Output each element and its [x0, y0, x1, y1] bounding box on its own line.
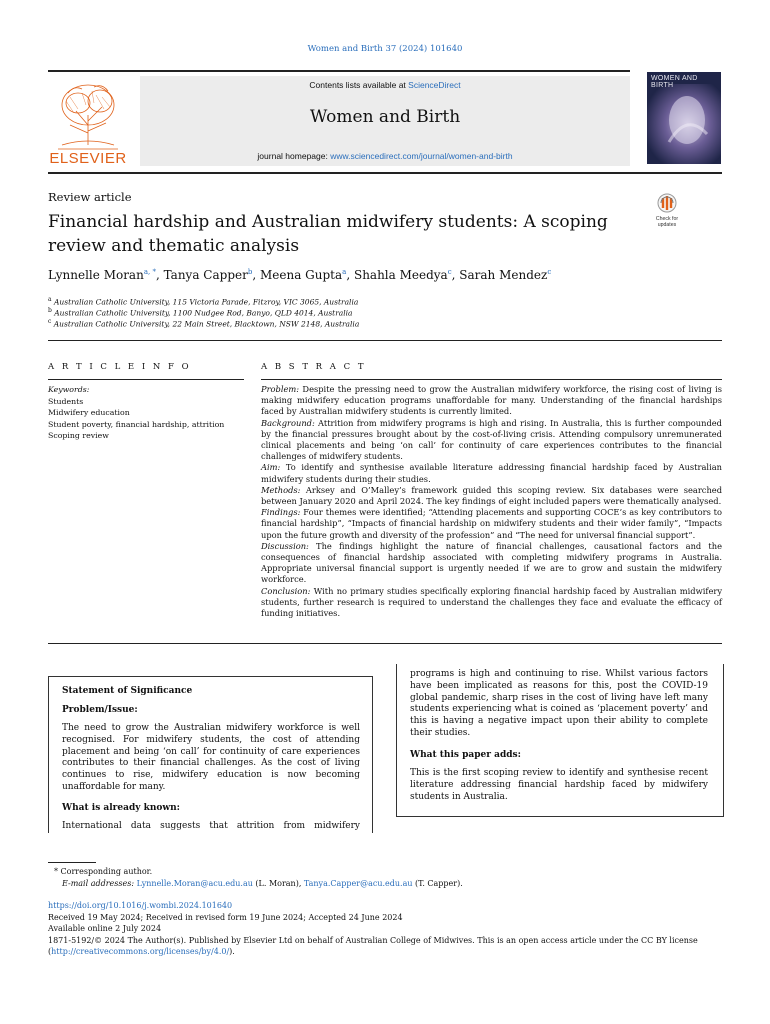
- corresponding-author-note: * Corresponding author.: [54, 867, 153, 876]
- abstract-label: Methods:: [261, 484, 301, 495]
- author-affiliation-mark[interactable]: c: [447, 268, 452, 276]
- problem-heading: Problem/Issue:: [62, 705, 138, 715]
- author-name: Tanya Capper: [163, 268, 248, 282]
- elsevier-wordmark[interactable]: ELSEVIER: [49, 150, 127, 167]
- publication-info: [48, 900, 722, 958]
- abstract-text: The findings highlight the nature of financial challenges, causational factors and the consequences of financial hardship associated with completing midwifery programs in Australia. Appropriate universal financial support is urgently needed if we are to grow and sustain the midwifery workforce.: [261, 540, 723, 585]
- abstract-text: To identify and synthesise available literature addressing financial hardship faced by Australian midwifery students during their studies.: [261, 462, 723, 484]
- received-dates: Received 19 May 2024; Received in revised form 19 June 2024; Accepted 24 June 2024: [48, 912, 403, 922]
- email-owner: (L. Moran),: [255, 879, 302, 888]
- email-label: E-mail addresses:: [62, 879, 135, 888]
- affiliation: [48, 296, 358, 307]
- cover-title: WOMEN AND BIRTH: [651, 75, 698, 89]
- journal-title: Women and Birth: [309, 107, 461, 127]
- author-name: Meena Gupta: [259, 268, 343, 282]
- homepage-line: [140, 151, 630, 161]
- article-info-heading: A R T I C L E I N F O: [48, 362, 192, 372]
- abstract-label: Background:: [261, 417, 315, 428]
- section-rule: [48, 340, 722, 341]
- author-list: [48, 268, 551, 282]
- adds-heading: What this paper adds:: [410, 750, 521, 760]
- journal-cover-thumbnail[interactable]: [647, 72, 721, 164]
- affiliation-text: Australian Catholic University, 22 Main Street, Blacktown, NSW 2148, Australia: [53, 319, 360, 329]
- significance-heading: Statement of Significance: [62, 686, 193, 696]
- author-affiliation-mark[interactable]: a, *: [143, 268, 156, 276]
- homepage-prefix: journal homepage:: [257, 151, 331, 161]
- abstract-label: Problem:: [261, 384, 300, 394]
- abstract-text: With no primary studies specifically exploring financial hardship faced by Australian midwifery students, further research is required to understand the challenges they face and evaluate the efficacy of funding initiatives.: [261, 585, 723, 619]
- footnotes: [48, 866, 463, 890]
- author-separator: ,: [155, 268, 164, 282]
- license-text: 1871-5192/© 2024 The Author(s). Published by Elsevier Ltd on behalf of Australian College of Midwives. This is an open access article under the CC BY license: [48, 935, 698, 945]
- journal-homepage-link[interactable]: www.sciencedirect.com/journal/women-and-birth: [330, 151, 513, 161]
- abstract-text: Arksey and O’Malley’s framework guided this scoping review. Six databases were searched between January 2020 and April 2024. The key findings of eight included papers were thematically analysed.: [261, 484, 723, 507]
- check-updates-label-2: updates: [657, 222, 677, 228]
- affiliation-mark: a: [48, 296, 52, 303]
- affiliation-text: Australian Catholic University, 1100 Nudgee Rod, Banyo, QLD 4014, Australia: [54, 308, 353, 318]
- abstract-rule: [261, 379, 722, 380]
- license-paren-open: (: [48, 947, 52, 956]
- author-name: Lynnelle Moran: [48, 268, 144, 282]
- check-updates-label: Check for: [655, 216, 679, 222]
- abstract-paragraph: [261, 418, 722, 463]
- abstract-text: Attrition from midwifery programs is high and rising. In Australia, this is further compounded by the financial pressures brought about by the cost-of-living crisis. Attending compulsory unremunerated clinical placements and being ‘on call’ for continuity of care experiences contributes to the financial challenges of midwifery students.: [261, 417, 722, 462]
- abstract-paragraph: [261, 541, 722, 586]
- online-date: Available online 2 July 2024: [48, 924, 162, 933]
- known-text-continued: programs is high and continuing to rise. Whilst various factors have been implicated as reasons for this, post the COVID-19 global pandemic, sharp rises in the cost of living have left many students experiencing what is coined as ‘placement poverty’ and this is having a negative impact upon their ability to complete their studies.: [410, 669, 708, 738]
- abstract-text: Despite the pressing need to grow the Australian midwifery workforce, the rising cost of living is making midwifery education programs unaffordable for many. Understanding of the financial hardships faced by Australian midwifery students is currently limited.: [261, 384, 722, 417]
- article-info-rule: [48, 379, 244, 380]
- abstract-heading: A B S T R A C T: [261, 362, 367, 372]
- journal-reference[interactable]: Women and Birth 37 (2024) 101640: [307, 44, 463, 54]
- masthead-bottom-rule: [48, 172, 722, 174]
- contents-line: [140, 80, 630, 90]
- abstract-text: Four themes were identified; “Attending placements and supporting COCE’s as key contributors to financial hardship”, “Impacts of financial hardship on midwifery students and their wider family”, “Impacts upon the future growth and diversity of the profession” and “The need for universal financial support”.: [261, 507, 722, 540]
- author-affiliation-mark[interactable]: a: [342, 268, 347, 276]
- affiliation-mark: b: [48, 307, 52, 314]
- abstract-paragraph: [261, 462, 722, 484]
- abstract-label: Findings:: [261, 507, 301, 518]
- affiliation: [48, 307, 353, 318]
- known-heading: What is already known:: [62, 803, 180, 813]
- contents-prefix: Contents lists available at: [309, 80, 409, 90]
- abstract-paragraph: [261, 507, 722, 541]
- affiliation-text: Australian Catholic University, 115 Victoria Parade, Fitzroy, VIC 3065, Australia: [53, 297, 359, 307]
- article-title: Financial hardship and Australian midwifery students: A scoping review and thematic analysis: [48, 212, 608, 256]
- known-text-start: International data suggests that attrition from midwifery: [62, 821, 360, 831]
- license-link[interactable]: http://creativecommons.org/licenses/by/4.0/: [51, 947, 230, 956]
- author-affiliation-mark[interactable]: b: [247, 268, 253, 276]
- doi-link[interactable]: https://doi.org/10.1016/j.wombi.2024.101640: [48, 901, 233, 910]
- license-link-line: [48, 946, 722, 958]
- abstract-paragraph: [261, 586, 722, 620]
- abstract-label: Aim:: [261, 462, 281, 473]
- sciencedirect-link[interactable]: ScienceDirect: [408, 80, 461, 90]
- adds-text: This is the first scoping review to identify and synthesise recent literature addressing financial hardship faced by midwifery students in Australia.: [410, 768, 708, 802]
- keywords-label: Keywords:: [48, 385, 90, 394]
- author-separator: ,: [252, 268, 260, 282]
- author-separator: ,: [451, 268, 460, 282]
- abstract-paragraph: [261, 384, 722, 418]
- affiliation: [48, 318, 359, 329]
- author-affiliation-mark[interactable]: c: [547, 268, 552, 276]
- author-name: Sarah Mendez: [459, 268, 548, 282]
- keyword: Students: [48, 396, 84, 406]
- check-for-updates-badge[interactable]: [648, 192, 686, 228]
- author-name: Shahla Meedya: [353, 268, 448, 282]
- email-link[interactable]: Lynnelle.Moran@acu.edu.au: [136, 879, 253, 888]
- keyword: Student poverty, financial hardship, attrition: [48, 419, 225, 429]
- article-type: Review article: [48, 190, 132, 204]
- abstract-body: [261, 384, 722, 619]
- footnote-rule: [48, 862, 96, 863]
- problem-text: The need to grow the Australian midwifery workforce is well recognised. For midwifery students, the cost of attending placement and being ‘on call’ for continuity of care experiences contributes to their financial challenges. As the cost of living continues to rise, midwifery education is now becoming unaffordable for many.: [62, 723, 360, 792]
- abstract-label: Discussion:: [261, 540, 309, 551]
- keywords-block: [48, 384, 224, 442]
- license-paren-close: ).: [229, 947, 235, 956]
- section-rule: [48, 643, 722, 644]
- affiliation-mark: c: [48, 318, 52, 325]
- abstract-paragraph: [261, 485, 722, 507]
- email-owner: (T. Capper).: [415, 879, 463, 888]
- abstract-label: Conclusion:: [261, 585, 311, 596]
- email-line: [48, 878, 463, 890]
- keyword: Midwifery education: [48, 408, 130, 417]
- author-separator: ,: [346, 268, 354, 282]
- keyword: Scoping review: [48, 431, 109, 440]
- email-link[interactable]: Tanya.Capper@acu.edu.au: [303, 879, 413, 888]
- masthead-top-rule: [48, 70, 630, 72]
